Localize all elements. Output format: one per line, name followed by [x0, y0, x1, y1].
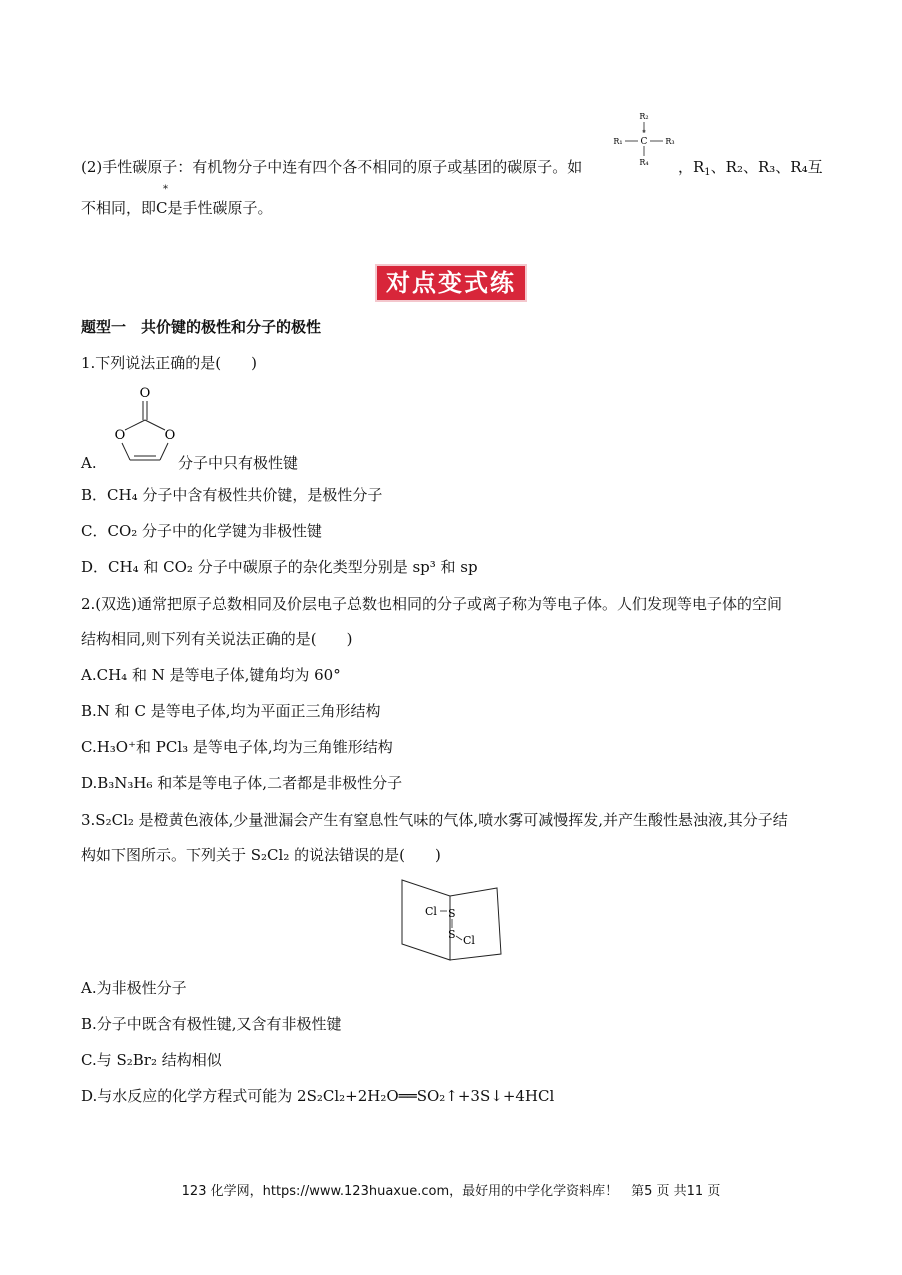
chiral-carbon-formula [608, 108, 680, 172]
q3-option-c: C.与 S₂Br₂ 结构相似 [81, 1051, 222, 1069]
r-rest-label: 、R₂、R₃、R₄互 [710, 158, 823, 176]
q2-option-b: B.N 和 C 是等电子体,均为平面正三角形结构 [81, 702, 381, 720]
section-title: 题型一 共价键的极性和分子的极性 [81, 318, 322, 336]
formula-star: * [642, 129, 646, 137]
chiral-carbon-line-1 [81, 157, 582, 177]
fig-cl-bottom: Cl [463, 934, 475, 947]
fig-s-bottom: S [448, 928, 456, 941]
formula-r3: R₃ [665, 137, 675, 146]
q2-option-c: C.H₃O⁺和 PCl₃ 是等电子体,均为三角锥形结构 [81, 738, 393, 756]
page-footer: 123 化学网，https://www.123huaxue.com，最好用的中学化学资料库！ 第5 页 共11 页 [181, 1184, 721, 1199]
formula-r4: R₄ [639, 158, 649, 167]
q3-option-d: D.与水反应的化学方程式可能为 2S₂Cl₂+2H₂O══SO₂↑+3S↓+4HCl [81, 1087, 555, 1105]
vinylene-carbonate-structure [108, 380, 188, 472]
q2-stem-1: 2.(双选)通常把原子总数相同及价层电子总数也相同的分子或离子称为等电子体。人们发现等电子体的空间 [81, 595, 783, 613]
formula-r2: R₂ [639, 112, 649, 121]
q3-option-a: A.为非极性分子 [81, 979, 187, 997]
r1-label: ，R [678, 158, 705, 176]
chiral-text-2: 不相同，即C是手性碳原子。 [81, 199, 273, 217]
q3-option-b: B.分子中既含有极性键,又含有非极性键 [81, 1015, 342, 1033]
q1-option-d: D．CH₄ 和 CO₂ 分子中碳原子的杂化类型分别是 sp³ 和 sp [81, 558, 478, 576]
fig-cl-top: Cl [425, 905, 437, 918]
q1-a-label: A. [81, 454, 97, 472]
ring-oxygen-right: O [164, 428, 176, 443]
q3-stem-1: 3.S₂Cl₂ 是橙黄色液体,少量泄漏会产生有窒息性气味的气体,喷水雾可减慢挥发,并产生酸性悬浊液,其分子结 [81, 811, 788, 829]
q1-stem: 1.下列说法正确的是( ) [81, 354, 258, 372]
chiral-text-a: (2)手性碳原子：有机物分子中连有四个各不相同的原子或基团的碳原子。如 [81, 158, 583, 176]
q1-option-b: B．CH₄ 分子中含有极性共价键，是极性分子 [81, 486, 383, 504]
carbonyl-oxygen: O [139, 386, 151, 401]
q3-stem-2: 构如下图所示。下列关于 S₂Cl₂ 的说法错误的是( ) [81, 846, 441, 864]
q2-stem-2: 结构相同,则下列有关说法正确的是( ) [81, 630, 353, 648]
q1-option-a-text: 分子中只有极性键 [178, 454, 299, 472]
q1-option-a [81, 453, 97, 473]
r-group-list: ，$R_1$、R₂、R₃、R₄互 [678, 158, 823, 178]
s2cl2-structure-figure [398, 876, 504, 964]
chiral-carbon-line-2 [81, 198, 272, 218]
q1-option-c: C．CO₂ 分子中的化学键为非极性键 [81, 522, 323, 540]
formula-r1: R₁ [613, 137, 623, 146]
formula-center-c: C [640, 137, 648, 147]
ring-oxygen-left: O [114, 428, 126, 443]
fig-s-top: S [448, 907, 456, 920]
q2-option-d: D.B₃N₃H₆ 和苯是等电子体,二者都是非极性分子 [81, 774, 403, 792]
practice-banner: 对点变式练 [377, 266, 525, 300]
chiral-star-mark: * [163, 184, 168, 195]
q2-option-a: A.CH₄ 和 N 是等电子体,键角均为 60° [81, 666, 341, 684]
